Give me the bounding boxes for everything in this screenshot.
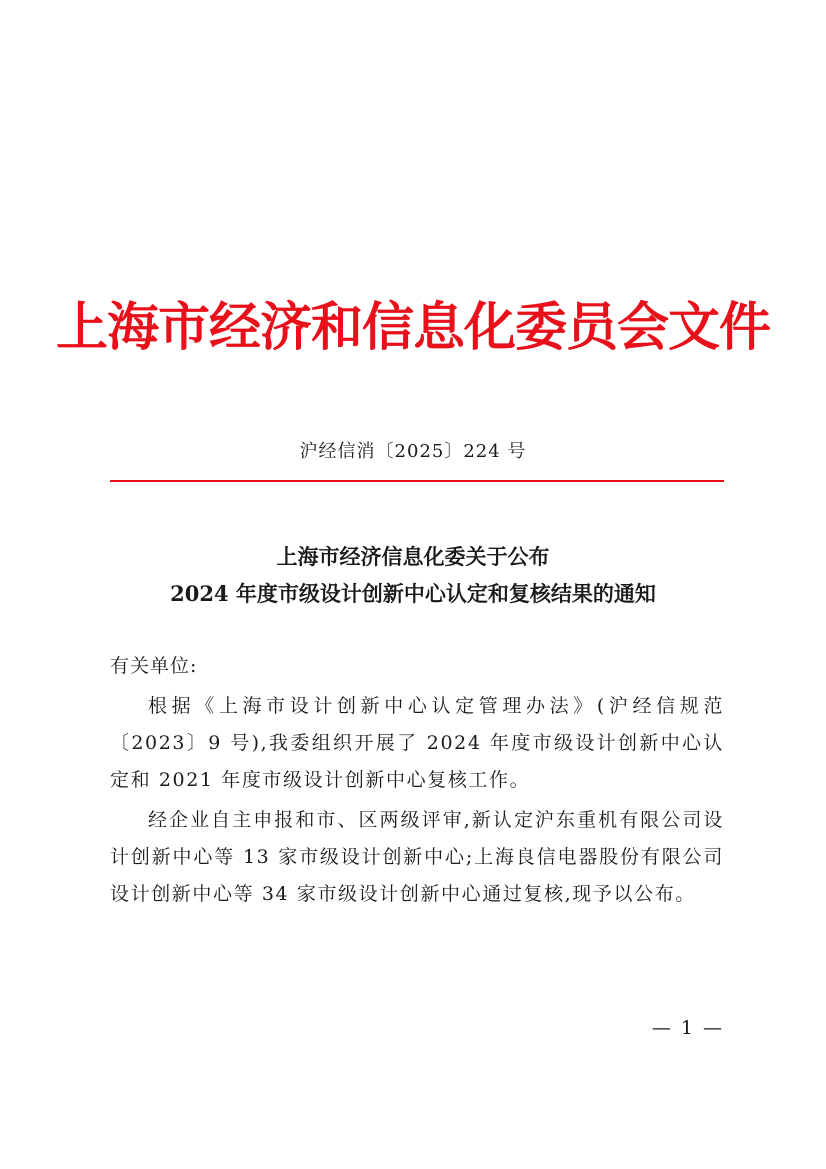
page-number: — 1 — xyxy=(651,1017,724,1039)
salutation: 有关单位: xyxy=(110,655,198,677)
notice-title-line-2: 2024 年度市级设计创新中心认定和复核结果的通知 xyxy=(170,581,656,606)
masthead-title: 上海市经济和信息化委员会文件 xyxy=(55,297,770,358)
document-number: 沪经信消〔2025〕224 号 xyxy=(299,441,527,462)
notice-title-line-1: 上海市经济信息化委关于公布 xyxy=(276,544,550,569)
red-divider xyxy=(110,480,724,482)
paragraph-1: 根据《上海市设计创新中心认定管理办法》(沪经信规范〔2023〕9 号),我委组织开展了 2024 年度市级设计创新中心认定和 2021 年度市级设计创新中心复核工作。 xyxy=(110,695,724,791)
notice-title xyxy=(0,538,826,612)
paragraph-2: 经企业自主申报和市、区两级评审,新认定沪东重机有限公司设计创新中心等 13 家市级设计创新中心;上海良信电器股份有限公司设计创新中心等 34 家市级设计创新中心通过复核,现予以公布。 xyxy=(110,809,724,905)
notice-body xyxy=(110,650,724,913)
